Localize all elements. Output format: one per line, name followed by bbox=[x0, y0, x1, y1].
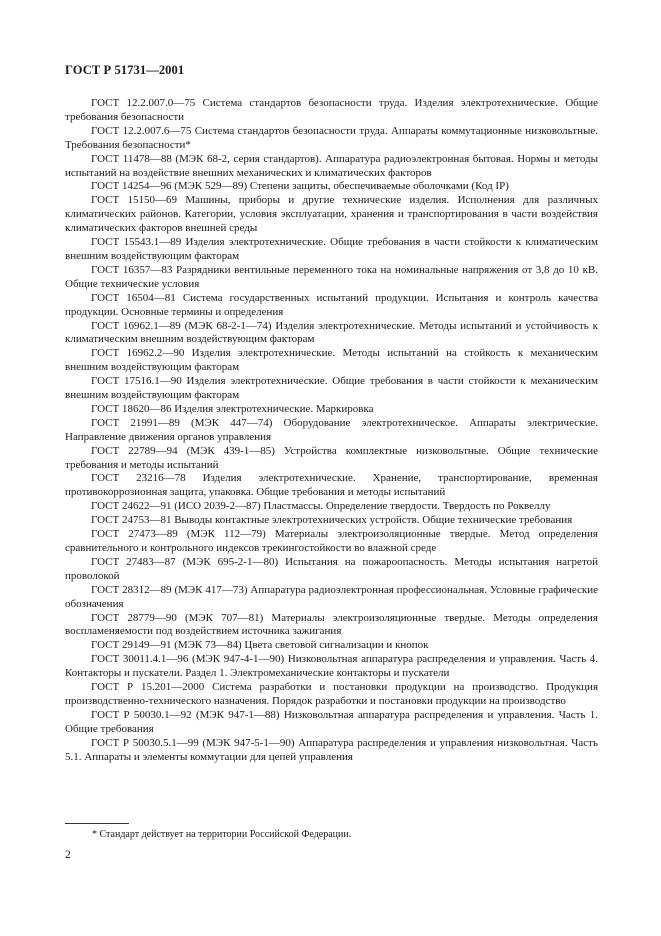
reference-item: ГОСТ 30011.4.1—96 (МЭК 947-4-1—90) Низковольтная аппаратура распределения и управления. Часть 4. Контакторы и пускатели. Раздел 1. Электромеханические контакторы и пускатели bbox=[65, 653, 598, 680]
reference-item: ГОСТ 14254—96 (МЭК 529—89) Степени защиты, обеспечиваемые оболочками (Код IP) bbox=[91, 180, 509, 193]
standard-code-header: ГОСТ Р 51731—2001 bbox=[65, 63, 185, 77]
normative-references-list bbox=[65, 97, 598, 765]
reference-item: ГОСТ 21991—89 (МЭК 447—74) Оборудование электротехническое. Аппараты электрические. Направление движения органов управления bbox=[65, 416, 598, 443]
reference-item: ГОСТ 27473—89 (МЭК 112—79) Материалы электроизоляционные твердые. Метод определения сравнительного и контрольного индексов трекингостойкости во влажной среде bbox=[65, 528, 598, 554]
reference-item: ГОСТ 15543.1—89 Изделия электротехнические. Общие требования в части стойкости к климатическим внешним воздействующим факторам bbox=[65, 236, 598, 262]
reference-item: ГОСТ Р 50030.1—92 (МЭК 947-1—88) Низковольтная аппаратура распределения и управления. Часть 1. Общие требования bbox=[65, 708, 598, 735]
footnote-divider bbox=[65, 823, 129, 824]
reference-item: ГОСТ 27483—87 (МЭК 695-2-1—80) Испытания на пожароопасность. Методы испытания нагретой проволокой bbox=[65, 555, 598, 582]
reference-item: ГОСТ 16357—83 Разрядники вентильные переменного тока на номинальные напряжения от 3,8 до 10 кВ. Общие технические условия bbox=[65, 263, 598, 290]
reference-item: ГОСТ 16962.2—90 Изделия электротехнические. Методы испытаний на стойкость к механическим внешним воздействующим факторам bbox=[65, 347, 598, 374]
reference-item: ГОСТ 24753—81 Выводы контактные электротехнических устройств. Общие технические требования bbox=[91, 514, 573, 527]
reference-item: ГОСТ 28779—90 (МЭК 707—81) Материалы электроизоляционные твердые. Методы определения воспламеняемости под воздействием источника зажигания bbox=[65, 611, 598, 638]
reference-item: ГОСТ 16504—81 Система государственных испытаний продукции. Испытания и контроль качества продукции. Основные термины и определения bbox=[65, 291, 598, 318]
reference-item: ГОСТ Р 50030.5.1—99 (МЭК 947-5-1—90) Аппаратура распределения и управления низковольтная. Часть 5.1. Аппараты и элементы коммутации для цепей управления bbox=[65, 736, 598, 763]
reference-item: ГОСТ 22789—94 (МЭК 439-1—85) Устройства комплектные низковольтные. Общие технические требования и методы испытаний bbox=[65, 444, 598, 471]
reference-item: ГОСТ 11478—88 (МЭК 68-2, серия стандартов). Аппаратура радиоэлектронная бытовая. Нормы и методы испытаний на воздействие внешних механических и климатических факторов bbox=[65, 152, 598, 179]
reference-item: ГОСТ Р 15.201—2000 Система разработки и постановки продукции на производство. Продукция производственно-технического назначения. Порядок разработки и постановки продукции на производство bbox=[65, 681, 598, 707]
reference-item: ГОСТ 15150—69 Машины, приборы и другие технические изделия. Исполнения для различных климатических районов. Категории, условия эксплуатации, хранения и транспортирования в части воздействия климатических факторов внешней среды bbox=[65, 194, 598, 235]
reference-item: ГОСТ 23216—78 Изделия электротехнические. Хранение, транспортирование, временная противокоррозионная защита, упаковка. Общие требования и методы испытаний bbox=[65, 472, 598, 499]
reference-item: ГОСТ 28312—89 (МЭК 417—73) Аппаратура радиоэлектронная профессиональная. Условные графические обозначения bbox=[65, 583, 598, 610]
reference-item: ГОСТ 12.2.007.6—75 Система стандартов безопасности труда. Аппараты коммутационные низковольтные. Требования безопасности* bbox=[65, 124, 598, 151]
reference-item: ГОСТ 12.2.007.0—75 Система стандартов безопасности труда. Изделия электротехнические. Общие требования безопасности bbox=[65, 97, 598, 123]
footnote: * Стандарт действует на территории Российской Федерации. bbox=[92, 829, 352, 840]
reference-item: ГОСТ 24622—91 (ИСО 2039-2—87) Пластмассы. Определение твердости. Твердость по Роквеллу bbox=[91, 500, 551, 513]
reference-item: ГОСТ 29149—91 (МЭК 73—84) Цвета световой сигнализации и кнопок bbox=[91, 639, 429, 652]
page-number: 2 bbox=[65, 849, 71, 861]
reference-item: ГОСТ 16962.1—89 (МЭК 68-2-1—74) Изделия электротехнические. Методы испытаний и устойчивость к климатическим внешним воздействующим факторам bbox=[65, 319, 598, 346]
reference-item: ГОСТ 18620—86 Изделия электротехнические. Маркировка bbox=[91, 402, 374, 415]
reference-item: ГОСТ 17516.1—90 Изделия электротехнические. Общие требования в части стойкости к механическим внешним воздействующим факторам bbox=[65, 375, 598, 402]
